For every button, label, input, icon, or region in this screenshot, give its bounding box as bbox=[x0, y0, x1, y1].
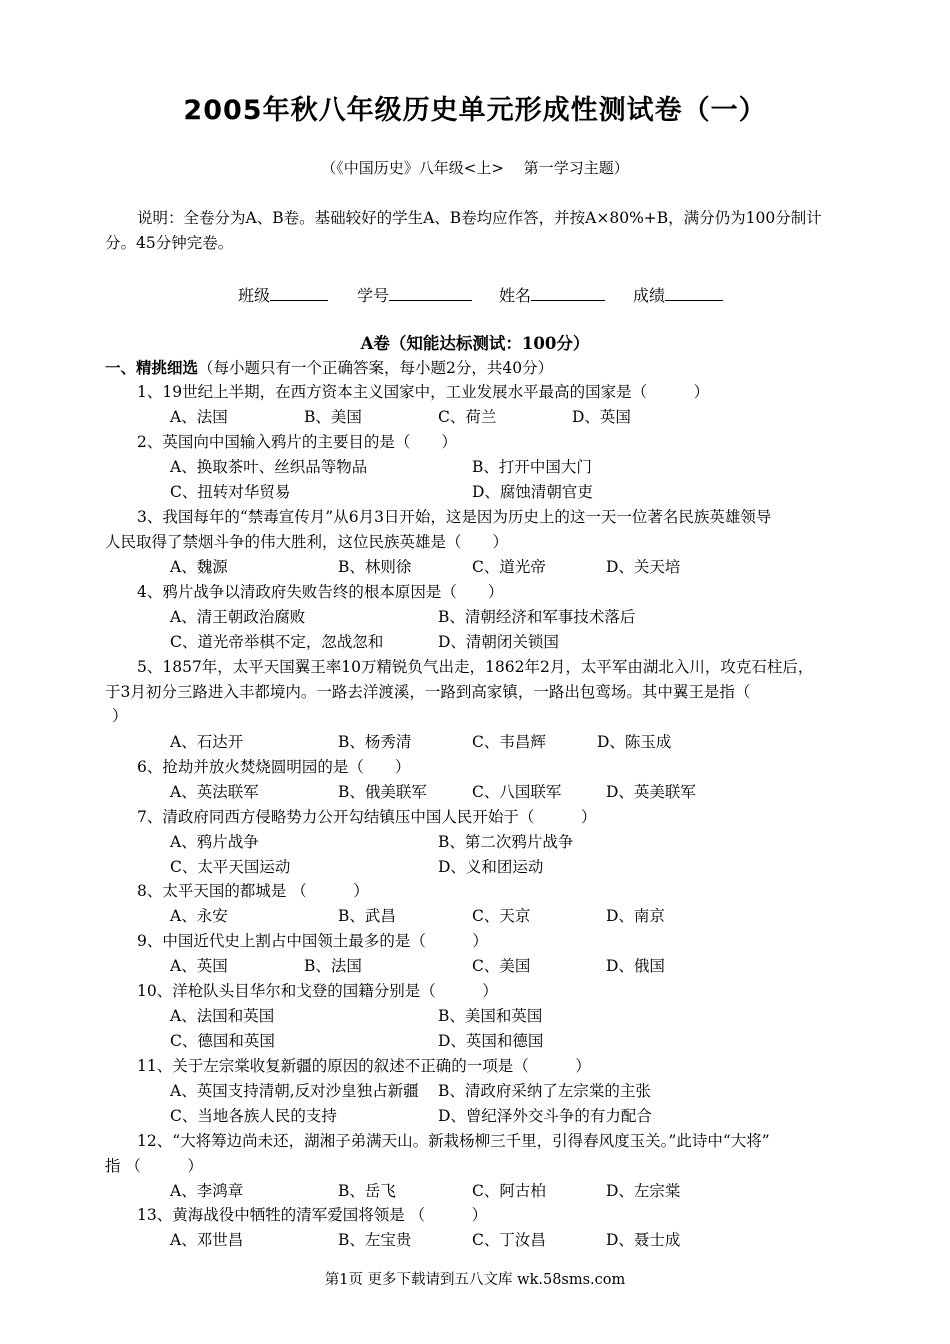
q5-option-c: C、韦昌辉 bbox=[472, 733, 546, 751]
q11-option-c: C、当地各族人民的支持 bbox=[170, 1107, 337, 1125]
q11-option-d: D、曾纪泽外交斗争的有力配合 bbox=[438, 1107, 652, 1125]
section-a-title: A卷（知能达标测试：100分） bbox=[360, 334, 590, 353]
number-label: 学号 bbox=[357, 286, 390, 305]
q8-option-c: C、天京 bbox=[472, 907, 531, 925]
number-field bbox=[357, 283, 472, 306]
q1-option-b: B、美国 bbox=[304, 408, 362, 426]
q9-option-c: C、美国 bbox=[472, 957, 531, 975]
question-5-line-1: 5、1857年，太平天国翼王率10万精锐负气出走，1862年2月，太平军由湖北入川，攻克石柱后， bbox=[137, 658, 814, 676]
name-label: 姓名 bbox=[499, 286, 532, 305]
q1-option-c: C、荷兰 bbox=[438, 408, 497, 426]
instructions-line-2: 分。45分钟完卷。 bbox=[105, 234, 234, 252]
question-5-line-2: 于3月初分三路进入丰都境内。一路去洋渡溪，一路到高家镇，一路出包鸾场。其中翼王是指（ bbox=[105, 683, 751, 701]
q2-option-a: A、换取茶叶、丝织品等物品 bbox=[170, 458, 368, 476]
instructions-line-1: 说明：全卷分为A、B卷。基础较好的学生A、B卷均应作答，并按A×80%+B，满分仍为100分制计 bbox=[137, 209, 822, 227]
q12-option-d: D、左宗棠 bbox=[606, 1182, 681, 1200]
name-field bbox=[499, 283, 605, 306]
question-7: 7、清政府同西方侵略势力公开勾结镇压中国人民开始于（ ） bbox=[137, 808, 597, 826]
question-4: 4、鸦片战争以清政府失败告终的根本原因是（ ） bbox=[137, 583, 504, 601]
q4-option-b: B、清朝经济和军事技术落后 bbox=[438, 608, 636, 626]
q13-option-d: D、聂士成 bbox=[606, 1231, 681, 1249]
class-field bbox=[238, 283, 328, 306]
q6-option-c: C、八国联军 bbox=[472, 783, 562, 801]
score-blank bbox=[665, 284, 723, 301]
q8-option-d: D、南京 bbox=[606, 907, 665, 925]
question-2: 2、英国向中国输入鸦片的主要目的是（ ） bbox=[137, 433, 457, 451]
q6-option-b: B、俄美联军 bbox=[338, 783, 427, 801]
class-label: 班级 bbox=[238, 286, 271, 305]
question-9: 9、中国近代史上割占中国领土最多的是（ ） bbox=[137, 932, 488, 950]
question-3-line-1: 3、我国每年的“禁毒宣传月”从6月3日开始，这是因为历史上的这一天一位著名民族英雄领导 bbox=[137, 508, 772, 526]
q10-option-b: B、美国和英国 bbox=[438, 1007, 543, 1025]
part1-note: （每小题只有一个正确答案，每小题2分，共40分） bbox=[198, 359, 554, 377]
part1-heading-row bbox=[105, 358, 553, 378]
q9-option-d: D、俄国 bbox=[606, 957, 665, 975]
q2-option-d: D、腐蚀清朝官吏 bbox=[472, 483, 593, 501]
q4-option-c: C、道光帝举棋不定，忽战忽和 bbox=[170, 633, 384, 651]
q12-option-b: B、岳飞 bbox=[338, 1182, 396, 1200]
q10-option-c: C、德国和英国 bbox=[170, 1032, 275, 1050]
question-1: 1、19世纪上半期，在西方资本主义国家中，工业发展水平最高的国家是（ ） bbox=[137, 383, 710, 401]
q2-option-b: B、打开中国大门 bbox=[472, 458, 592, 476]
score-label: 成绩 bbox=[633, 286, 666, 305]
q8-option-b: B、武昌 bbox=[338, 907, 396, 925]
score-field bbox=[633, 283, 723, 306]
q3-option-a: A、魏源 bbox=[170, 558, 228, 576]
q10-option-d: D、英国和德国 bbox=[438, 1032, 544, 1050]
q4-option-d: D、清朝闭关锁国 bbox=[438, 633, 559, 651]
q3-option-d: D、关天培 bbox=[606, 558, 681, 576]
question-12-line-1: 12、“大将筹边尚未还，湖湘子弟满天山。新栽杨柳三千里，引得春风度玉关。”此诗中“大将” bbox=[137, 1132, 770, 1150]
exam-title: 2005年秋八年级历史单元形成性测试卷（一） bbox=[183, 95, 767, 126]
q5-option-d: D、陈玉成 bbox=[597, 733, 672, 751]
question-6: 6、抢劫并放火焚烧圆明园的是（ ） bbox=[137, 758, 411, 776]
q3-option-c: C、道光帝 bbox=[472, 558, 546, 576]
q6-option-a: A、英法联军 bbox=[170, 783, 259, 801]
q7-option-c: C、太平天国运动 bbox=[170, 858, 291, 876]
q7-option-b: B、第二次鸦片战争 bbox=[438, 833, 574, 851]
name-blank bbox=[531, 284, 605, 301]
q6-option-d: D、英美联军 bbox=[606, 783, 696, 801]
class-blank bbox=[270, 284, 328, 301]
question-3-line-2: 人民取得了禁烟斗争的伟大胜利，这位民族英雄是（ ） bbox=[105, 533, 509, 551]
question-5-line-3: ） bbox=[112, 707, 128, 725]
q9-option-a: A、英国 bbox=[170, 957, 228, 975]
question-12-line-2: 指 （ ） bbox=[105, 1157, 203, 1175]
q7-option-a: A、鸦片战争 bbox=[170, 833, 259, 851]
exam-subtitle: （《中国历史》八年级<上> 第一学习主题） bbox=[321, 159, 629, 177]
number-blank bbox=[389, 284, 472, 301]
q7-option-d: D、义和团运动 bbox=[438, 858, 544, 876]
question-13: 13、黄海战役中牺牲的清军爱国将领是 （ ） bbox=[137, 1206, 488, 1224]
q3-option-b: B、林则徐 bbox=[338, 558, 412, 576]
q13-option-c: C、丁汝昌 bbox=[472, 1231, 546, 1249]
question-10: 10、洋枪队头目华尔和戈登的国籍分别是（ ） bbox=[137, 982, 498, 1000]
q2-option-c: C、扭转对华贸易 bbox=[170, 483, 291, 501]
question-8: 8、太平天国的都城是 （ ） bbox=[137, 882, 369, 900]
q11-option-b: B、清政府采纳了左宗棠的主张 bbox=[438, 1082, 651, 1100]
q5-option-b: B、杨秀清 bbox=[338, 733, 412, 751]
q5-option-a: A、石达开 bbox=[170, 733, 244, 751]
q8-option-a: A、永安 bbox=[170, 907, 228, 925]
q10-option-a: A、法国和英国 bbox=[170, 1007, 275, 1025]
part1-heading: 一、精挑细选 bbox=[105, 358, 199, 377]
q1-option-a: A、法国 bbox=[170, 408, 228, 426]
q13-option-a: A、邓世昌 bbox=[170, 1231, 244, 1249]
q9-option-b: B、法国 bbox=[304, 957, 362, 975]
q1-option-d: D、英国 bbox=[572, 408, 631, 426]
q12-option-a: A、李鸿章 bbox=[170, 1182, 244, 1200]
q11-option-a: A、英国支持清朝,反对沙皇独占新疆 bbox=[170, 1082, 419, 1100]
q4-option-a: A、清王朝政治腐败 bbox=[170, 608, 306, 626]
q13-option-b: B、左宝贵 bbox=[338, 1231, 412, 1249]
question-11: 11、关于左宗棠收复新疆的原因的叙述不正确的一项是（ ） bbox=[137, 1057, 591, 1075]
page-footer: 第1页 更多下载请到五八文库 wk.58sms.com bbox=[324, 1272, 626, 1288]
q12-option-c: C、阿古柏 bbox=[472, 1182, 546, 1200]
